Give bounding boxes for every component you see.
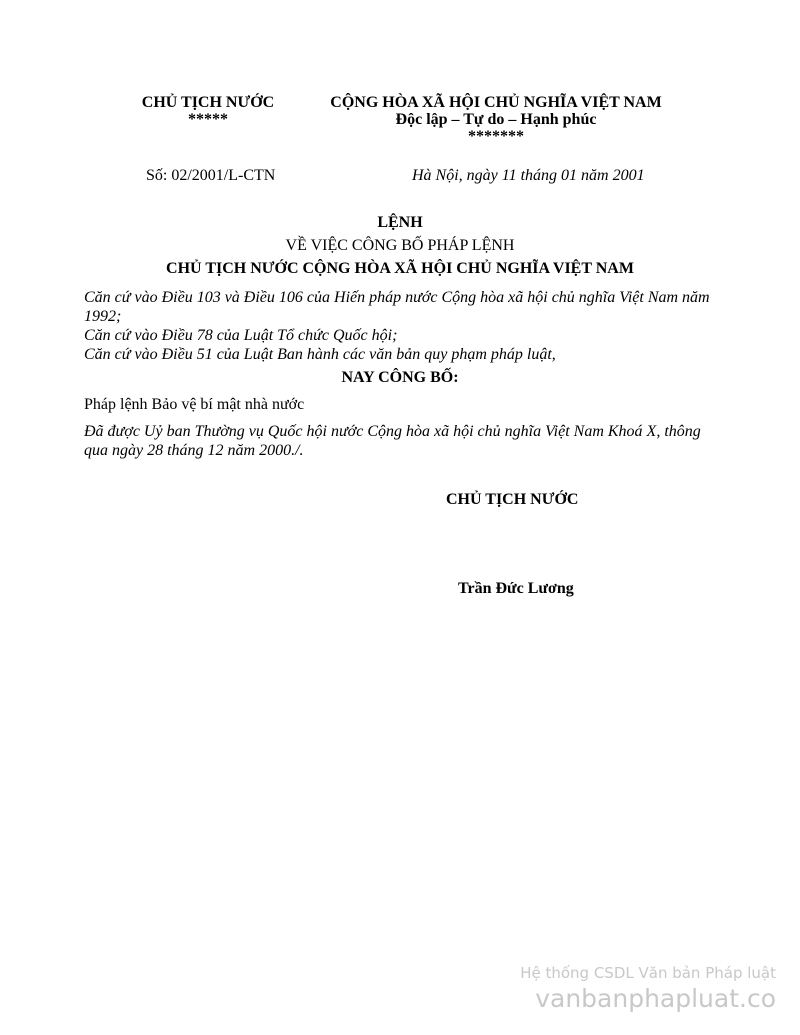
legal-basis	[84, 288, 724, 364]
signer-name: Trần Đức Lương	[458, 580, 574, 597]
issuing-authority-block	[118, 94, 298, 128]
signature-title: CHỦ TỊCH NƯỚC	[446, 491, 579, 508]
national-motto: Độc lập – Tự do – Hạnh phúc	[395, 111, 597, 128]
legal-basis-item: Căn cứ vào Điều 103 và Điều 106 của Hiến pháp nước Cộng hòa xã hội chủ nghĩa Việt Nam năm 1992;	[84, 289, 710, 325]
legal-basis-item: Căn cứ vào Điều 51 của Luật Ban hành các văn bản quy phạm pháp luật,	[84, 346, 556, 363]
legal-basis-item: Căn cứ vào Điều 78 của Luật Tổ chức Quốc hội;	[84, 327, 398, 344]
proclamation-heading: NAY CÔNG BỐ:	[341, 369, 459, 386]
national-header-block	[318, 94, 674, 145]
document-subject: VỀ VIỆC CÔNG BỐ PHÁP LỆNH	[285, 237, 515, 254]
issuer-title: CHỦ TỊCH NƯỚC CỘNG HÒA XÃ HỘI CHỦ NGHĨA VIỆT NAM	[166, 260, 634, 277]
authority-separator: *****	[188, 111, 228, 128]
watermark	[520, 964, 776, 1016]
republic-name: CỘNG HÒA XÃ HỘI CHỦ NGHĨA VIỆT NAM	[330, 94, 662, 111]
watermark-site: vanbanphapluat.co	[535, 984, 776, 1013]
document-type: LỆNH	[377, 214, 423, 231]
document-number: Số: 02/2001/L-CTN	[146, 167, 276, 184]
issuing-authority: CHỦ TỊCH NƯỚC	[141, 94, 275, 111]
place-and-date: Hà Nội, ngày 11 tháng 01 năm 2001	[412, 167, 645, 184]
motto-separator: *******	[468, 128, 524, 145]
adoption-statement: Đã được Uỷ ban Thường vụ Quốc hội nước Cộng hòa xã hội chủ nghĩa Việt Nam Khoá X, thông qua ngày 28 tháng 12 năm 2000./.	[84, 423, 701, 459]
ordinance-name: Pháp lệnh Bảo vệ bí mật nhà nước	[84, 396, 305, 413]
watermark-caption: Hệ thống CSDL Văn bản Pháp luật	[520, 964, 776, 982]
